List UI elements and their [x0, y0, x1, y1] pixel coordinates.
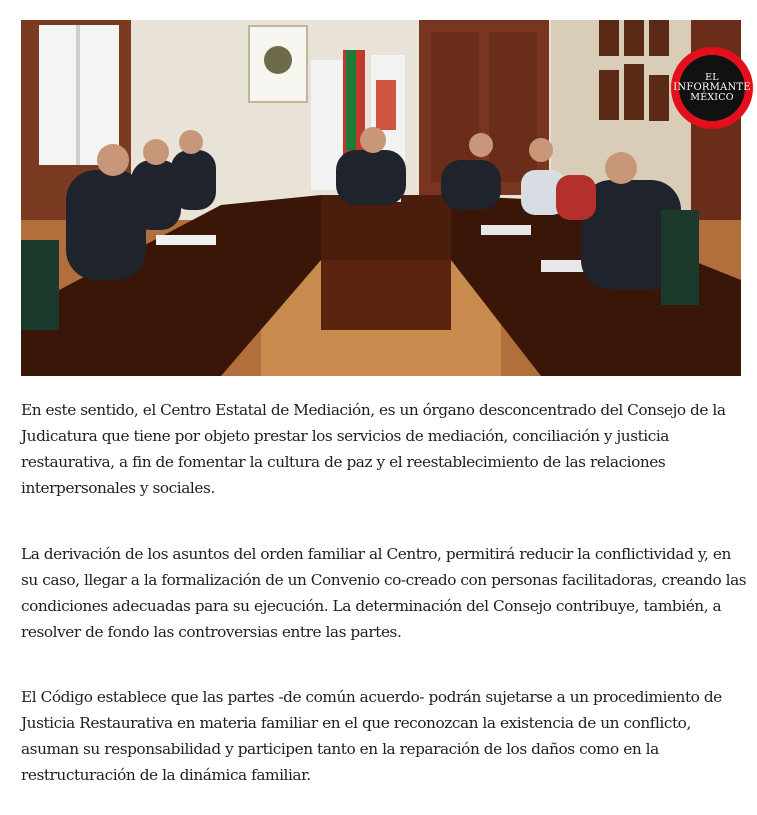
- logo-line-1: EL: [705, 71, 719, 83]
- logo-line-3: MÉXICO: [690, 92, 734, 104]
- logo-line-2: INFORMANTE: [673, 81, 751, 93]
- article-paragraph-1: En este sentido, el Centro Estatal de Mediación, es un órgano desconcentrado del Consejo de la Judicatura que tiene por objeto prestar los servicios de mediación, conciliación y justicia restaurativa, a fin de fomentar la cultura de paz y el reestablecimiento de las relaciones interpersonales y sociales.: [21, 401, 726, 497]
- article-paragraph-3: El Código establece que las partes -de común acuerdo- podrán sujetarse a un procedimiento de Justicia Restaurativa en materia familiar en el que reconozcan la existencia de un conflicto, asuman su responsabilidad y participen tanto en la reparación de los daños como en la restructuración de la dinámica familiar.: [21, 688, 722, 784]
- logo-text: [673, 55, 751, 121]
- article-photo: [21, 20, 751, 376]
- article-paragraph-2: La derivación de los asuntos del orden familiar al Centro, permitirá reducir la conflictividad y, en su caso, llegar a la formalización de un Convenio co-creado con personas facilitadoras, creando las condiciones adecuadas para su ejecución. La determinación del Consejo contribuye, también, a resolver de fondo las controversias entre las partes.: [21, 545, 747, 641]
- meeting-room-illustration: [21, 20, 741, 376]
- el-informante-logo: [671, 47, 753, 129]
